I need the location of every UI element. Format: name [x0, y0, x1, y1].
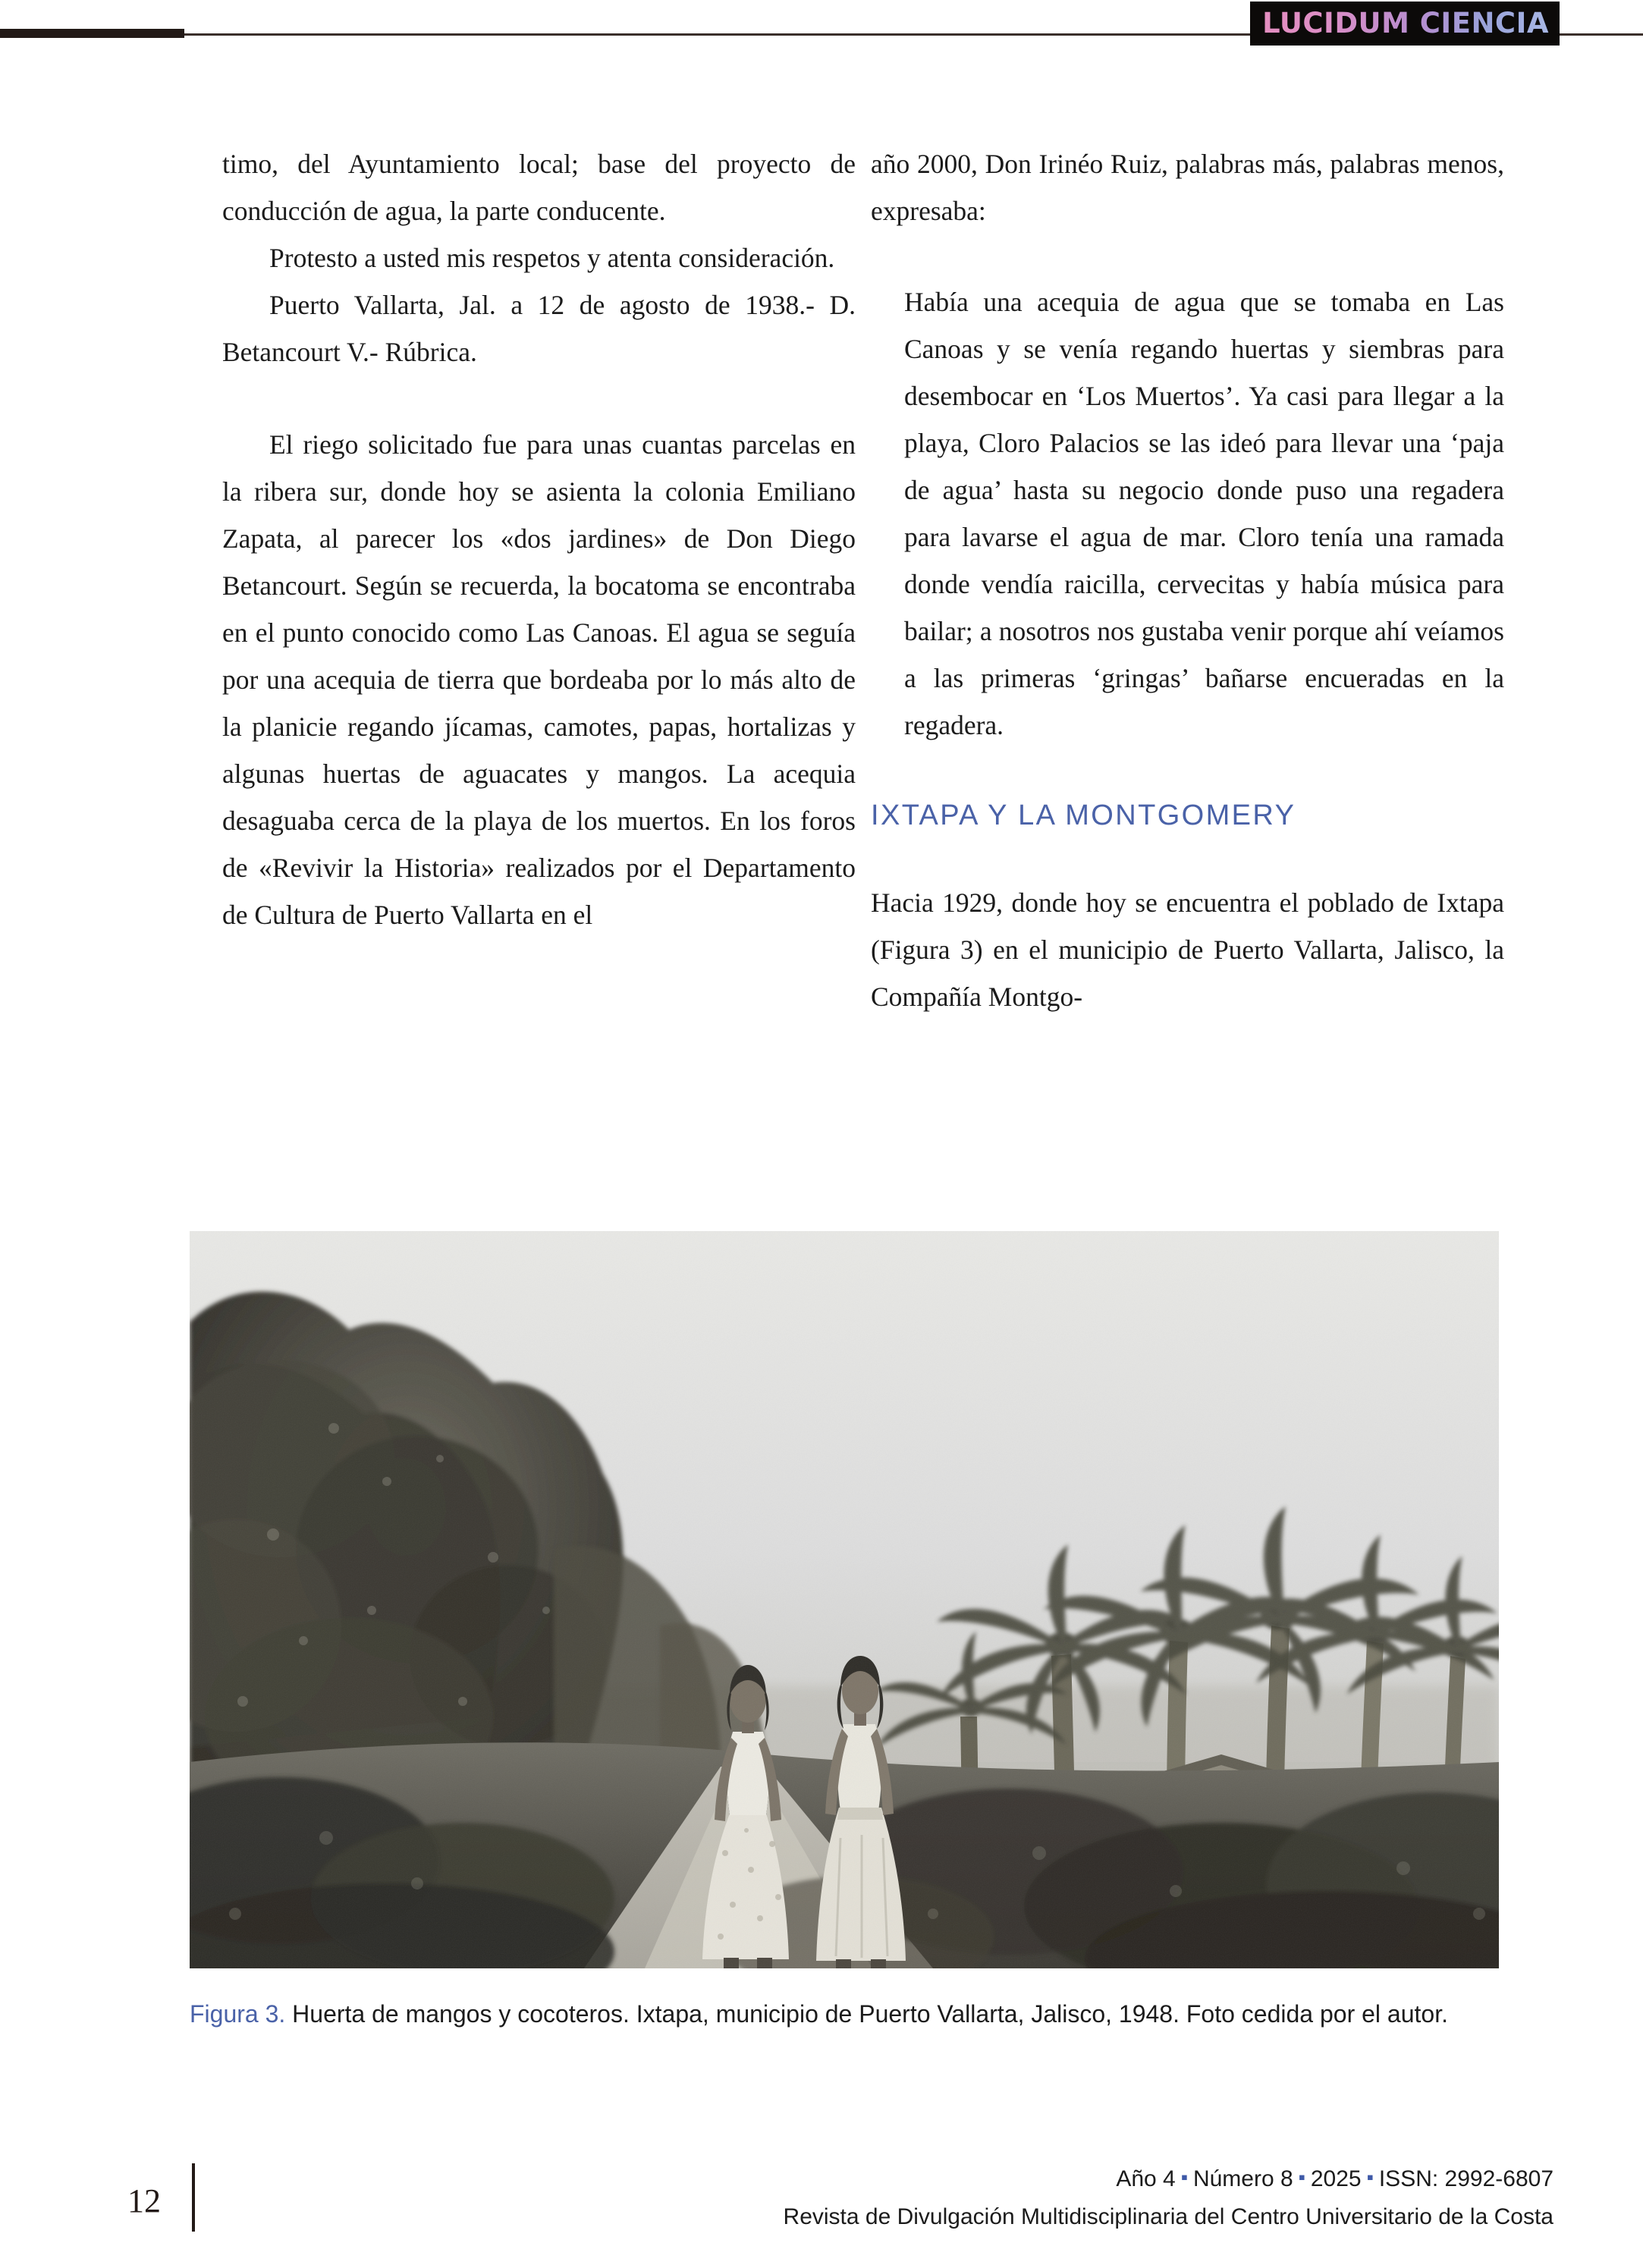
left-column	[222, 140, 856, 938]
paragraph-continued: timo, del Ayuntamiento local; base del proyecto de conducción de agua, la parte conducente.	[222, 149, 856, 226]
footer-line-issue	[784, 2160, 1553, 2198]
footer-number: Número 8	[1192, 2166, 1293, 2191]
paragraph-signature: Puerto Vallarta, Jal. a 12 de agosto de 1938.- D. Betancourt V.- Rúbrica.	[222, 290, 856, 367]
paragraph-riego: El riego solicitado fue para unas cuantas parcelas en la ribera sur, donde hoy se asienta la colonia Emiliano Zapata, al parecer los «dos jardines» de Don Diego Betancourt. Según se recuerda, la bocatoma se encontraba en el punto conocido como Las Canoas. El agua se seguía por una acequia de tierra que bordeaba por lo más alto de la planicie regando jícamas, camotes, papas, hortalizas y algunas huertas de aguacates y mangos. La acequia desaguaba cerca de la playa de los muertos. En los foros de «Revivir la Historia» realizados por el Departamento de Cultura de Puerto Vallarta en el	[222, 429, 856, 930]
header-rule-thick	[0, 29, 184, 38]
right-column	[871, 140, 1504, 1020]
footer-divider	[192, 2163, 195, 2232]
blockquote-testimonio	[871, 278, 1504, 749]
masthead-title: LUCIDUM CIENCIA	[1262, 6, 1549, 39]
separator-icon: ▪	[1366, 2166, 1374, 2188]
figure-photograph	[190, 1231, 1499, 1968]
footer-year: Año 4	[1116, 2166, 1176, 2191]
page-header	[0, 0, 1643, 53]
paragraph-protesto: Protesto a usted mis respetos y atenta consideración.	[269, 243, 835, 273]
figure-caption-text: Huerta de mangos y cocoteros. Ixtapa, municipio de Puerto Vallarta, Jalisco, 1948. Foto cedida por el autor.	[285, 2000, 1448, 2028]
paragraph-hacia1929: Hacia 1929, donde hoy se encuentra el poblado de Ixtapa (Figura 3) en el municipio de Puerto Vallarta, Jalisco, la Compañía Montgo-	[871, 887, 1504, 1012]
page-footer	[0, 2154, 1643, 2268]
separator-icon: ▪	[1180, 2166, 1188, 2188]
footer-date: 2025	[1310, 2166, 1362, 2191]
footer-issn: ISSN: 2992-6807	[1378, 2166, 1553, 2191]
section-heading-ixtapa: IXTAPA Y LA MONTGOMERY	[871, 799, 1296, 831]
footer-imprint	[784, 2160, 1553, 2236]
page-number: 12	[127, 2182, 161, 2219]
figure-label: Figura 3.	[190, 2000, 286, 2028]
figure-caption	[190, 1994, 1491, 2034]
separator-icon: ▪	[1298, 2166, 1305, 2188]
masthead-banner	[1250, 2, 1560, 46]
paragraph-ano2000: año 2000, Don Irinéo Ruiz, palabras más, palabras menos, expresaba:	[871, 149, 1504, 226]
figure-3	[190, 1231, 1499, 2034]
blockquote-text: Había una acequia de agua que se tomaba en Las Canoas y se venía regando huertas y siembras para desembocar en ‘Los Muertos’. Ya casi para llegar a la playa, Cloro Palacios se las ideó para llevar una ‘paja de agua’ hasta su negocio donde puso una regadera para lavarse el agua de mar. Cloro tenía una ramada donde vendía raicilla, cervecitas y había música para bailar; a nosotros nos gustaba venir porque ahí veíamos a las primeras ‘gringas’ bañarse encueradas en la regadera.	[904, 287, 1504, 740]
footer-line-journal: Revista de Divulgación Multidisciplinaria del Centro Universitario de la Costa	[783, 2204, 1553, 2229]
